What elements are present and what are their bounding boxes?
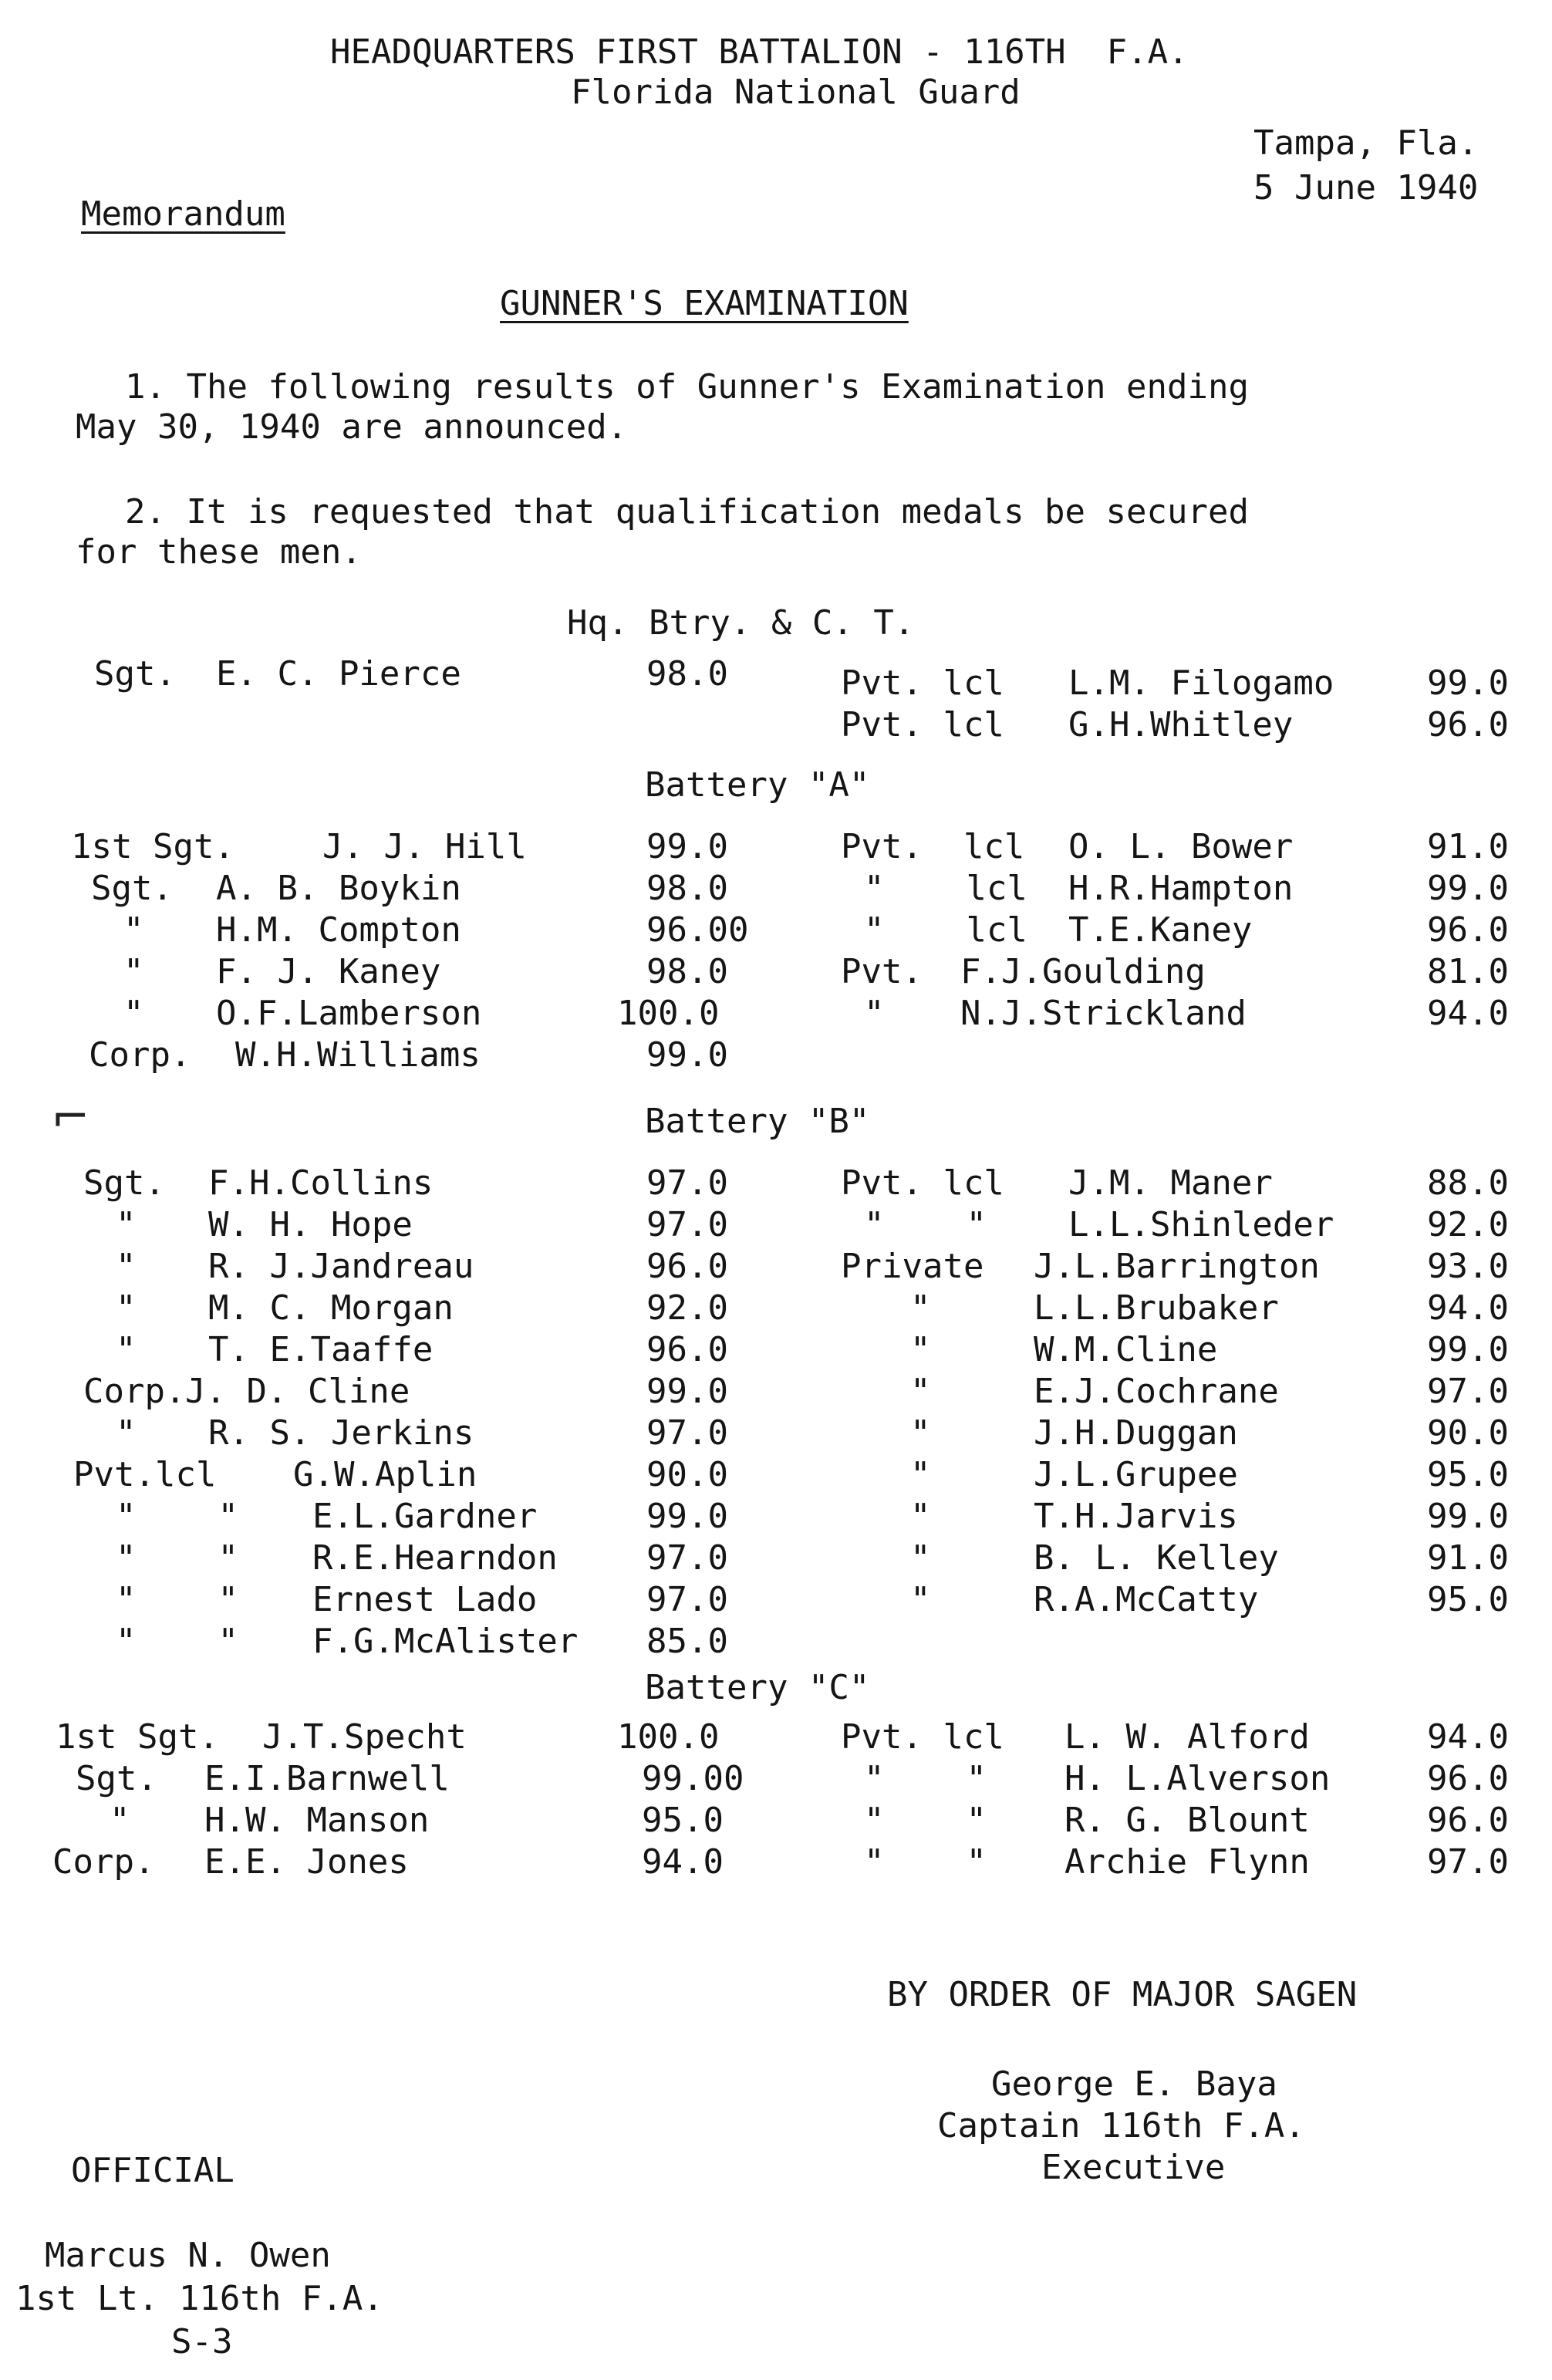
rank: "	[910, 1455, 931, 1494]
rank: "	[910, 1497, 931, 1536]
rank: "	[910, 1288, 931, 1328]
score: 98.0	[646, 952, 728, 991]
rank: Corp.	[89, 1035, 191, 1075]
soldier-name: J.L.Barrington	[1034, 1247, 1320, 1286]
score: 95.0	[642, 1801, 724, 1840]
soldier-name: T.E.Kaney	[1068, 910, 1253, 950]
score: 85.0	[646, 1622, 728, 1661]
soldier-name: H.R.Hampton	[1068, 869, 1294, 908]
soldier-name: W.M.Cline	[1034, 1330, 1218, 1369]
rank: Pvt.lcl	[73, 1455, 217, 1494]
rank: Corp.	[52, 1842, 155, 1882]
score: 94.0	[1427, 1288, 1509, 1328]
soldier-name: T.H.Jarvis	[1034, 1497, 1238, 1536]
paragraph-2-line-2: for these men.	[76, 532, 362, 572]
soldier-name: J.M. Maner	[1068, 1163, 1273, 1203]
rank: Pvt. lcl	[841, 1717, 1004, 1757]
rank: " "	[116, 1622, 238, 1661]
score: 99.0	[646, 1035, 728, 1075]
header-date: 5 June 1940	[1253, 168, 1479, 208]
soldier-name: F.G.McAlister	[312, 1622, 579, 1661]
official-role: S-3	[171, 2322, 233, 2361]
paragraph-1-line-2: May 30, 1940 are announced.	[76, 407, 628, 447]
rank: "	[123, 910, 144, 950]
soldier-name: H. L.Alverson	[1064, 1759, 1331, 1798]
soldier-name: H.M. Compton	[216, 910, 461, 950]
header-line-1: HEADQUARTERS FIRST BATTALION - 116TH F.A.	[330, 32, 1189, 72]
soldier-name: O.F.Lamberson	[216, 994, 482, 1033]
soldier-name: L.M. Filogamo	[1068, 663, 1334, 703]
soldier-name: R. S. Jerkins	[208, 1413, 474, 1453]
soldier-name: E.J.Cochrane	[1034, 1372, 1279, 1411]
soldier-name: R. J.Jandreau	[208, 1247, 474, 1286]
rank: " lcl	[864, 869, 1027, 908]
soldier-name: L.L.Brubaker	[1034, 1288, 1279, 1328]
soldier-name: R.E.Hearndon	[312, 1538, 558, 1578]
rank: " "	[864, 1759, 987, 1798]
header-place: Tampa, Fla.	[1253, 123, 1479, 163]
section-heading-hq: Hq. Btry. & C. T.	[567, 603, 915, 643]
rank: 1st Sgt.	[56, 1717, 219, 1757]
rank: " "	[864, 1842, 987, 1882]
score: 96.0	[1427, 1759, 1509, 1798]
score: 94.0	[1427, 994, 1509, 1033]
score: 96.00	[646, 910, 749, 950]
rank: Pvt. lcl	[841, 663, 1004, 703]
score: 92.0	[1427, 1205, 1509, 1244]
section-heading-battery-a: Battery "A"	[645, 765, 870, 805]
soldier-name: G.H.Whitley	[1068, 705, 1294, 744]
rank: "	[116, 1247, 137, 1286]
score: 96.0	[1427, 910, 1509, 950]
rank: Pvt. lcl	[841, 705, 1004, 744]
score: 96.0	[646, 1247, 728, 1286]
score: 97.0	[646, 1163, 728, 1203]
rank: "	[116, 1288, 137, 1328]
score: 90.0	[1427, 1413, 1509, 1453]
score: 99.0	[1427, 1497, 1509, 1536]
rank: " "	[116, 1538, 238, 1578]
soldier-name: Ernest Lado	[312, 1580, 538, 1619]
document-title: GUNNER'S EXAMINATION	[500, 284, 909, 323]
section-heading-battery-c: Battery "C"	[645, 1668, 870, 1707]
score: 97.0	[646, 1205, 728, 1244]
score: 98.0	[646, 869, 728, 908]
score: 92.0	[646, 1288, 728, 1328]
signer-name: George E. Baya	[991, 2064, 1277, 2104]
score: 95.0	[1427, 1580, 1509, 1619]
rank: " "	[864, 1801, 987, 1840]
soldier-name: W. H. Hope	[208, 1205, 413, 1244]
rank: "	[116, 1413, 137, 1453]
score: 99.0	[1427, 869, 1509, 908]
soldier-name: L. W. Alford	[1064, 1717, 1310, 1757]
score: 99.0	[646, 827, 728, 866]
handwritten-bracket-mark: ⌐	[51, 1090, 90, 1144]
rank: " lcl	[864, 910, 1027, 950]
score: 99.0	[646, 1497, 728, 1536]
soldier-name: W.H.Williams	[235, 1035, 481, 1075]
rank: Pvt. lcl	[841, 1163, 1004, 1203]
soldier-name: E.I.Barnwell	[204, 1759, 450, 1798]
rank: Pvt.	[841, 952, 923, 991]
score: 97.0	[646, 1413, 728, 1453]
rank: "	[123, 952, 144, 991]
score: 100.0	[617, 1717, 720, 1757]
rank: "	[116, 1205, 137, 1244]
soldier-name: R. G. Blount	[1064, 1801, 1310, 1840]
soldier-name: J. D. Cline	[185, 1372, 410, 1411]
soldier-name: M. C. Morgan	[208, 1288, 454, 1328]
memorandum-label: Memorandum	[81, 194, 285, 234]
rank: Pvt. lcl	[841, 827, 1025, 866]
soldier-name: F.J.Goulding	[960, 952, 1206, 991]
score: 99.00	[642, 1759, 744, 1798]
rank: "	[910, 1330, 931, 1369]
rank: "	[116, 1330, 137, 1369]
soldier-name: J.T.Specht	[262, 1717, 467, 1757]
rank: "	[123, 994, 144, 1033]
score: 88.0	[1427, 1163, 1509, 1203]
score: 98.0	[646, 654, 728, 694]
soldier-name: H.W. Manson	[204, 1801, 430, 1840]
official-name: Marcus N. Owen	[45, 2236, 331, 2275]
soldier-name: E.E. Jones	[204, 1842, 409, 1882]
rank: " "	[116, 1580, 238, 1619]
score: 96.0	[1427, 705, 1509, 744]
section-heading-battery-b: Battery "B"	[645, 1102, 870, 1141]
score: 91.0	[1427, 1538, 1509, 1578]
rank: Sgt.	[83, 1163, 165, 1203]
score: 99.0	[1427, 1330, 1509, 1369]
rank: "	[110, 1801, 130, 1840]
score: 94.0	[642, 1842, 724, 1882]
rank: "	[910, 1372, 931, 1411]
score: 96.0	[1427, 1801, 1509, 1840]
rank: "	[910, 1413, 931, 1453]
signer-title: Captain 116th F.A.	[937, 2106, 1305, 2145]
score: 96.0	[646, 1330, 728, 1369]
signer-role: Executive	[1041, 2148, 1226, 2187]
score: 100.0	[617, 994, 720, 1033]
paragraph-1-line-1: 1. The following results of Gunner's Examination ending	[125, 367, 1249, 407]
order-line: BY ORDER OF MAJOR SAGEN	[887, 1975, 1358, 2014]
soldier-name: A. B. Boykin	[216, 869, 461, 908]
rank: Sgt.	[94, 654, 176, 694]
rank: "	[864, 994, 885, 1033]
score: 97.0	[1427, 1372, 1509, 1411]
rank: Private	[841, 1247, 984, 1286]
soldier-name: J.L.Grupee	[1034, 1455, 1238, 1494]
soldier-name: L.L.Shinleder	[1068, 1205, 1334, 1244]
soldier-name: E. C. Pierce	[216, 654, 461, 694]
soldier-name: E.L.Gardner	[312, 1497, 538, 1536]
soldier-name: J. J. Hill	[322, 827, 527, 866]
soldier-name: J.H.Duggan	[1034, 1413, 1238, 1453]
score: 97.0	[646, 1580, 728, 1619]
soldier-name: R.A.McCatty	[1034, 1580, 1259, 1619]
soldier-name: B. L. Kelley	[1034, 1538, 1279, 1578]
soldier-name: G.W.Aplin	[293, 1455, 477, 1494]
score: 91.0	[1427, 827, 1509, 866]
soldier-name: T. E.Taaffe	[208, 1330, 434, 1369]
soldier-name: Archie Flynn	[1064, 1842, 1310, 1882]
score: 90.0	[646, 1455, 728, 1494]
paragraph-2-line-1: 2. It is requested that qualification medals be secured	[125, 492, 1249, 532]
soldier-name: O. L. Bower	[1068, 827, 1294, 866]
score: 93.0	[1427, 1247, 1509, 1286]
rank: 1st Sgt.	[71, 827, 234, 866]
rank: " "	[864, 1205, 987, 1244]
header-line-2: Florida National Guard	[571, 73, 1021, 112]
soldier-name: F.H.Collins	[208, 1163, 434, 1203]
official-label: OFFICIAL	[71, 2151, 234, 2190]
score: 97.0	[646, 1538, 728, 1578]
rank: "	[910, 1538, 931, 1578]
rank: Corp.	[83, 1372, 186, 1411]
rank: Sgt.	[76, 1759, 157, 1798]
rank: Sgt.	[91, 869, 173, 908]
soldier-name: N.J.Strickland	[960, 994, 1247, 1033]
score: 94.0	[1427, 1717, 1509, 1757]
score: 81.0	[1427, 952, 1509, 991]
score: 99.0	[646, 1372, 728, 1411]
rank: "	[910, 1580, 931, 1619]
score: 99.0	[1427, 663, 1509, 703]
score: 97.0	[1427, 1842, 1509, 1882]
rank: " "	[116, 1497, 238, 1536]
score: 95.0	[1427, 1455, 1509, 1494]
soldier-name: F. J. Kaney	[216, 952, 441, 991]
official-title: 1st Lt. 116th F.A.	[15, 2279, 383, 2318]
